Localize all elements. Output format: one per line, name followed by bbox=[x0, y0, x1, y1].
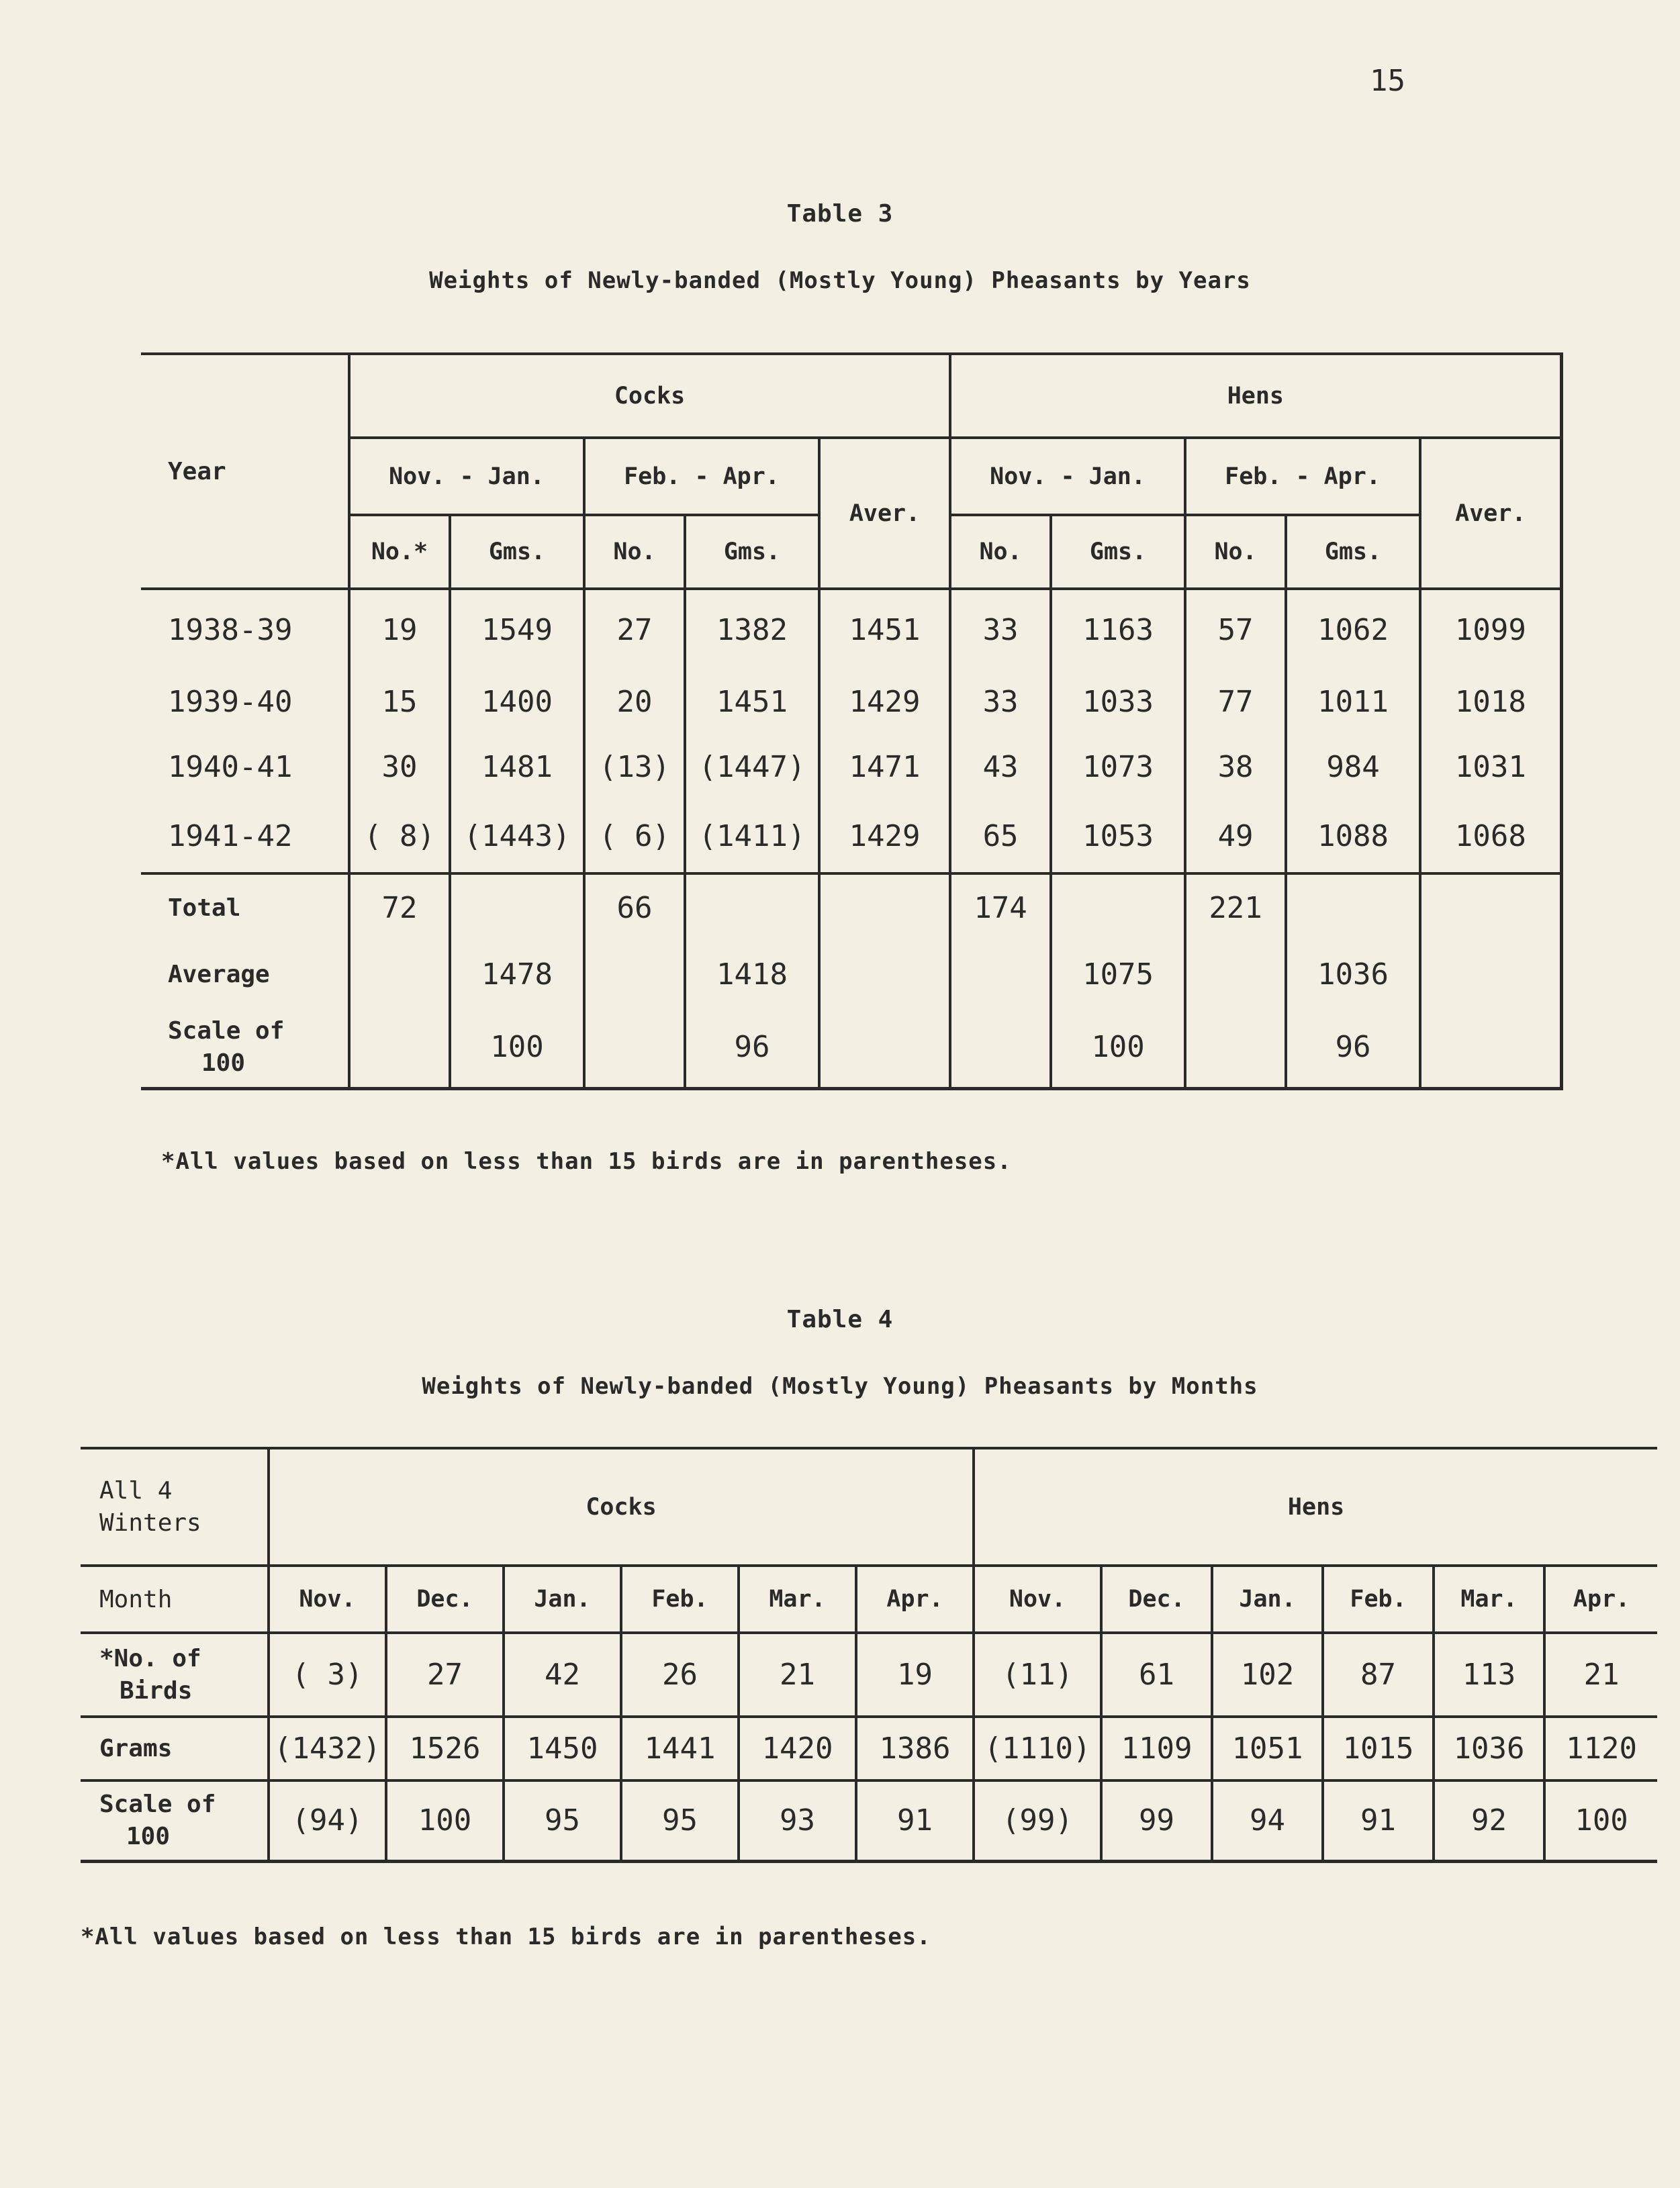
data-cell: (1411) bbox=[685, 800, 819, 873]
data-cell: 30 bbox=[349, 734, 450, 800]
data-cell: 72 bbox=[349, 873, 450, 941]
cocks-header: Cocks bbox=[269, 1448, 974, 1566]
table3-footnote: *All values based on less than 15 birds are in parentheses. bbox=[161, 1148, 1012, 1175]
data-cell: 1011 bbox=[1286, 669, 1420, 734]
hens-aver-header: Aver. bbox=[1420, 438, 1561, 589]
empty-cell bbox=[349, 941, 450, 1008]
month-header: Nov. bbox=[269, 1566, 386, 1633]
empty-cell bbox=[450, 873, 584, 941]
table4-title: Table 4 bbox=[786, 1306, 894, 1333]
average-row bbox=[141, 941, 1561, 1008]
col-header-no: No.* bbox=[349, 515, 450, 589]
data-cell: 100 bbox=[386, 1780, 504, 1861]
table4 bbox=[81, 1447, 1657, 1863]
month-label: Month bbox=[81, 1566, 269, 1633]
data-cell: 1068 bbox=[1420, 800, 1561, 873]
table-row bbox=[141, 589, 1561, 669]
empty-cell bbox=[1420, 941, 1561, 1008]
birds-row bbox=[81, 1633, 1657, 1717]
month-header: Mar. bbox=[1434, 1566, 1544, 1633]
data-cell: 38 bbox=[1185, 734, 1286, 800]
empty-cell bbox=[950, 941, 1051, 1008]
scale-row bbox=[141, 1008, 1561, 1088]
total-label: Total bbox=[168, 894, 241, 922]
data-cell: 1031 bbox=[1420, 734, 1561, 800]
col-header-gms: Gms. bbox=[450, 515, 584, 589]
data-cell: 1051 bbox=[1212, 1717, 1323, 1780]
data-cell: 1418 bbox=[685, 941, 819, 1008]
data-cell: 96 bbox=[1286, 1008, 1420, 1088]
table3-title: Table 3 bbox=[786, 200, 894, 228]
data-cell: 21 bbox=[1544, 1633, 1657, 1717]
data-cell: (13) bbox=[584, 734, 685, 800]
data-cell: 1088 bbox=[1286, 800, 1420, 873]
corner-line2: Winters bbox=[99, 1509, 201, 1537]
month-header: Jan. bbox=[1212, 1566, 1323, 1633]
data-cell: 1429 bbox=[819, 800, 950, 873]
data-cell: 1420 bbox=[739, 1717, 856, 1780]
table-row bbox=[141, 669, 1561, 734]
data-cell: 1386 bbox=[856, 1717, 974, 1780]
data-cell: 1478 bbox=[450, 941, 584, 1008]
data-cell: 1450 bbox=[504, 1717, 621, 1780]
data-cell: 43 bbox=[950, 734, 1051, 800]
col-header-gms: Gms. bbox=[1051, 515, 1185, 589]
data-cell: 21 bbox=[739, 1633, 856, 1717]
table-row bbox=[141, 734, 1561, 800]
corner-cell bbox=[81, 1448, 269, 1566]
year-cell: 1940-41 bbox=[168, 750, 293, 784]
data-cell: 1033 bbox=[1051, 669, 1185, 734]
empty-cell bbox=[1185, 941, 1286, 1008]
birds-label-line1: *No. of bbox=[99, 1644, 201, 1672]
birds-label bbox=[81, 1633, 269, 1717]
data-cell: 19 bbox=[856, 1633, 974, 1717]
month-header: Feb. bbox=[621, 1566, 739, 1633]
data-cell: 91 bbox=[1323, 1780, 1434, 1861]
data-cell: 15 bbox=[349, 669, 450, 734]
empty-cell bbox=[819, 1008, 950, 1088]
data-cell: 1099 bbox=[1420, 589, 1561, 669]
data-cell: 1481 bbox=[450, 734, 584, 800]
data-cell: 1471 bbox=[819, 734, 950, 800]
empty-cell bbox=[819, 941, 950, 1008]
grams-row bbox=[81, 1717, 1657, 1780]
data-cell: 221 bbox=[1185, 873, 1286, 941]
month-row bbox=[81, 1566, 1657, 1633]
data-cell: 100 bbox=[1544, 1780, 1657, 1861]
data-cell: 1036 bbox=[1286, 941, 1420, 1008]
scale-label bbox=[141, 1008, 349, 1088]
data-cell: 61 bbox=[1101, 1633, 1212, 1717]
empty-cell bbox=[1420, 873, 1561, 941]
data-cell: 1018 bbox=[1420, 669, 1561, 734]
data-cell: 1451 bbox=[819, 589, 950, 669]
scale-label-line1: Scale of bbox=[99, 1790, 216, 1818]
month-header: Mar. bbox=[739, 1566, 856, 1633]
average-label: Average bbox=[168, 960, 270, 988]
data-cell: 984 bbox=[1286, 734, 1420, 800]
year-cell: 1941-42 bbox=[141, 800, 349, 873]
data-cell: 1073 bbox=[1051, 734, 1185, 800]
data-cell: 100 bbox=[450, 1008, 584, 1088]
data-cell: (1432) bbox=[269, 1717, 386, 1780]
data-cell: 77 bbox=[1185, 669, 1286, 734]
col-header-no: No. bbox=[950, 515, 1051, 589]
data-cell: 57 bbox=[1185, 589, 1286, 669]
data-cell: (99) bbox=[974, 1780, 1101, 1861]
table4-subtitle: Weights of Newly-banded (Mostly Young) Pheasants by Months bbox=[422, 1373, 1258, 1400]
total-row bbox=[141, 873, 1561, 941]
data-cell: 1015 bbox=[1323, 1717, 1434, 1780]
hens-header: Hens bbox=[974, 1448, 1657, 1566]
month-header: Nov. bbox=[974, 1566, 1101, 1633]
data-cell: 1549 bbox=[450, 589, 584, 669]
data-cell: 1109 bbox=[1101, 1717, 1212, 1780]
data-cell: (1447) bbox=[685, 734, 819, 800]
month-header: Jan. bbox=[504, 1566, 621, 1633]
data-cell: (1110) bbox=[974, 1717, 1101, 1780]
data-cell: (11) bbox=[974, 1633, 1101, 1717]
data-cell: 87 bbox=[1323, 1633, 1434, 1717]
hens-header: Hens bbox=[950, 354, 1561, 438]
empty-cell bbox=[1420, 1008, 1561, 1088]
birds-label-line2: Birds bbox=[120, 1676, 193, 1705]
empty-cell bbox=[584, 1008, 685, 1088]
col-header-no: No. bbox=[1185, 515, 1286, 589]
corner-line1: All 4 bbox=[99, 1476, 173, 1505]
year-cell: 1938-39 bbox=[168, 612, 293, 647]
data-cell: 20 bbox=[584, 669, 685, 734]
data-cell: 1526 bbox=[386, 1717, 504, 1780]
data-cell: 27 bbox=[386, 1633, 504, 1717]
data-cell: 102 bbox=[1212, 1633, 1323, 1717]
empty-cell bbox=[1286, 873, 1420, 941]
data-cell: (94) bbox=[269, 1780, 386, 1861]
data-cell: 93 bbox=[739, 1780, 856, 1861]
empty-cell bbox=[819, 873, 950, 941]
data-cell: 66 bbox=[584, 873, 685, 941]
data-cell: 96 bbox=[685, 1008, 819, 1088]
month-header: Apr. bbox=[1544, 1566, 1657, 1633]
data-cell: ( 8) bbox=[349, 800, 450, 873]
data-cell: 33 bbox=[950, 669, 1051, 734]
data-cell: 1451 bbox=[685, 669, 819, 734]
scale-label-line1: Scale of bbox=[168, 1016, 285, 1045]
col-header-no: No. bbox=[584, 515, 685, 589]
table4-footnote: *All values based on less than 15 birds are in parentheses. bbox=[81, 1923, 931, 1950]
data-cell: 1429 bbox=[819, 669, 950, 734]
col-header-gms: Gms. bbox=[1286, 515, 1420, 589]
data-cell: 1382 bbox=[685, 589, 819, 669]
empty-cell bbox=[950, 1008, 1051, 1088]
empty-cell bbox=[1051, 873, 1185, 941]
scale-label-line2: 100 bbox=[201, 1049, 246, 1077]
cocks-nov-jan-header: Nov. - Jan. bbox=[349, 438, 584, 515]
empty-cell bbox=[584, 941, 685, 1008]
hens-feb-apr-header: Feb. - Apr. bbox=[1185, 438, 1420, 515]
data-cell: 33 bbox=[950, 589, 1051, 669]
data-cell: 92 bbox=[1434, 1780, 1544, 1861]
month-header: Dec. bbox=[386, 1566, 504, 1633]
data-cell: ( 6) bbox=[584, 800, 685, 873]
scale-row bbox=[81, 1780, 1657, 1861]
month-header: Feb. bbox=[1323, 1566, 1434, 1633]
table3 bbox=[141, 352, 1563, 1090]
data-cell: 1400 bbox=[450, 669, 584, 734]
cocks-feb-apr-header: Feb. - Apr. bbox=[584, 438, 819, 515]
data-cell: 1075 bbox=[1051, 941, 1185, 1008]
data-cell: 100 bbox=[1051, 1008, 1185, 1088]
scale-label-line2: 100 bbox=[126, 1822, 171, 1850]
data-cell: 174 bbox=[950, 873, 1051, 941]
hens-nov-jan-header: Nov. - Jan. bbox=[950, 438, 1185, 515]
data-cell: 99 bbox=[1101, 1780, 1212, 1861]
page-number: 15 bbox=[1370, 64, 1405, 98]
month-header: Apr. bbox=[856, 1566, 974, 1633]
table-row bbox=[141, 800, 1561, 873]
scale-label bbox=[81, 1780, 269, 1861]
table3-subtitle: Weights of Newly-banded (Mostly Young) Pheasants by Years bbox=[429, 267, 1251, 294]
year-header: Year bbox=[141, 354, 349, 589]
data-cell: (1443) bbox=[450, 800, 584, 873]
cocks-header: Cocks bbox=[349, 354, 950, 438]
data-cell: 1163 bbox=[1051, 589, 1185, 669]
grams-label: Grams bbox=[81, 1717, 269, 1780]
data-cell: 95 bbox=[504, 1780, 621, 1861]
data-cell: 113 bbox=[1434, 1633, 1544, 1717]
cocks-aver-header: Aver. bbox=[819, 438, 950, 589]
data-cell: 1120 bbox=[1544, 1717, 1657, 1780]
data-cell: 1441 bbox=[621, 1717, 739, 1780]
data-cell: 95 bbox=[621, 1780, 739, 1861]
col-header-gms: Gms. bbox=[685, 515, 819, 589]
year-cell: 1939-40 bbox=[168, 685, 293, 719]
empty-cell bbox=[685, 873, 819, 941]
data-cell: 1053 bbox=[1051, 800, 1185, 873]
data-cell: 91 bbox=[856, 1780, 974, 1861]
empty-cell bbox=[349, 1008, 450, 1088]
data-cell: ( 3) bbox=[269, 1633, 386, 1717]
data-cell: 1062 bbox=[1286, 589, 1420, 669]
data-cell: 26 bbox=[621, 1633, 739, 1717]
data-cell: 1036 bbox=[1434, 1717, 1544, 1780]
data-cell: 27 bbox=[584, 589, 685, 669]
month-header: Dec. bbox=[1101, 1566, 1212, 1633]
data-cell: 65 bbox=[950, 800, 1051, 873]
data-cell: 19 bbox=[349, 589, 450, 669]
empty-cell bbox=[1185, 1008, 1286, 1088]
data-cell: 42 bbox=[504, 1633, 621, 1717]
data-cell: 49 bbox=[1185, 800, 1286, 873]
data-cell: 94 bbox=[1212, 1780, 1323, 1861]
